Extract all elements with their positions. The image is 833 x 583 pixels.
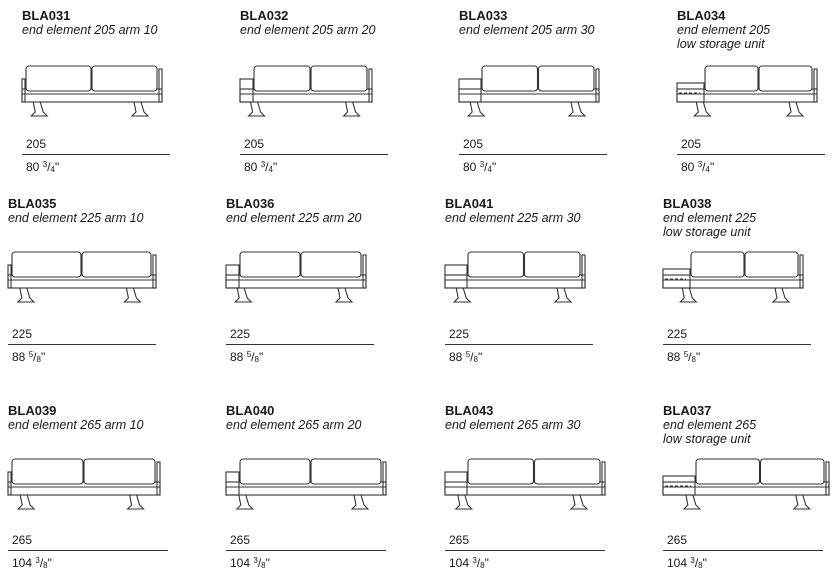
inches-whole: 104 xyxy=(12,556,33,570)
sofa-arm xyxy=(459,79,481,102)
sofa-leg xyxy=(454,288,470,302)
sofa-drawing xyxy=(22,8,192,138)
sofa-leg xyxy=(773,288,789,302)
width-inches: 80 $^3/_4$" xyxy=(463,160,497,174)
width-cm: 205 xyxy=(26,137,47,151)
sofa-right-side xyxy=(814,69,817,102)
description-line: end element 225 xyxy=(663,211,757,225)
dimension-line xyxy=(663,550,823,551)
back-cushion-left xyxy=(12,252,81,277)
back-cushion-right xyxy=(84,459,155,484)
back-cushion-right xyxy=(761,459,825,484)
sofa-leg xyxy=(352,495,368,509)
description-line: end element 225 arm 20 xyxy=(226,211,362,225)
description-line: end element 265 xyxy=(663,418,757,432)
product-cell-bla032 xyxy=(240,8,410,188)
back-cushion-left xyxy=(705,66,758,91)
sofa-arm xyxy=(8,472,11,495)
inches-numerator: 5 xyxy=(246,350,252,359)
inches-whole: 80 xyxy=(463,160,477,174)
description-line: low storage unit xyxy=(663,432,751,446)
inches-denominator: 8 xyxy=(480,561,485,570)
inches-numerator: 5 xyxy=(28,350,34,359)
width-cm: 225 xyxy=(667,327,688,341)
inches-numerator: 3 xyxy=(42,160,48,169)
sofa-drawing xyxy=(663,403,833,533)
sofa-right-side xyxy=(159,69,162,102)
width-cm: 205 xyxy=(463,137,484,151)
inches-whole: 88 xyxy=(230,350,244,364)
sofa-right-side xyxy=(602,462,605,495)
sofa-right-side xyxy=(826,462,829,495)
back-cushion-left xyxy=(468,252,524,277)
width-inches: 88 $^5/_8$" xyxy=(12,350,46,364)
sofa-leg xyxy=(128,495,144,509)
width-cm: 265 xyxy=(230,533,251,547)
width-inches: 104 $^3/_8$" xyxy=(449,556,489,570)
dimension-line xyxy=(445,550,605,551)
description-line: end element 265 arm 20 xyxy=(226,418,362,432)
product-code: BLA038 xyxy=(663,196,712,211)
sofa-right-side xyxy=(369,69,372,102)
sofa-leg xyxy=(132,102,148,116)
product-cell-bla038 xyxy=(663,196,833,376)
sofa-leg xyxy=(794,495,810,509)
inches-numerator: 3 xyxy=(697,160,703,169)
back-cushion-left xyxy=(691,252,744,277)
back-cushion-left xyxy=(468,459,534,484)
inches-whole: 80 xyxy=(26,160,40,174)
inches-denominator: 4 xyxy=(487,165,492,174)
back-cushion-left xyxy=(26,66,91,91)
sofa-drawing xyxy=(663,196,833,326)
width-inches: 88 $^5/_8$" xyxy=(667,350,701,364)
description-line: end element 265 arm 30 xyxy=(445,418,581,432)
inches-denominator: 4 xyxy=(705,165,710,174)
product-cell-bla043 xyxy=(445,403,615,583)
product-code: BLA035 xyxy=(8,196,57,211)
width-inches: 104 $^3/_8$" xyxy=(12,556,52,570)
back-cushion-left xyxy=(12,459,83,484)
sofa-leg xyxy=(456,495,472,509)
sofa-leg xyxy=(694,102,710,116)
product-code: BLA039 xyxy=(8,403,57,418)
back-cushion-left xyxy=(696,459,760,484)
inches-denominator: 8 xyxy=(261,561,266,570)
sofa-right-side xyxy=(383,462,386,495)
inches-numerator: 3 xyxy=(479,160,485,169)
sofa-leg xyxy=(336,288,352,302)
inches-numerator: 5 xyxy=(465,350,471,359)
description-line: low storage unit xyxy=(677,37,765,51)
description-line: low storage unit xyxy=(663,225,751,239)
product-code: BLA036 xyxy=(226,196,275,211)
product-cell-bla034 xyxy=(677,8,833,188)
dimension-line xyxy=(226,344,374,345)
dimension-line xyxy=(445,344,593,345)
back-cushion-right xyxy=(92,66,157,91)
sofa-arm xyxy=(240,79,253,102)
sofa-drawing xyxy=(8,196,178,326)
product-code: BLA040 xyxy=(226,403,275,418)
inches-whole: 88 xyxy=(449,350,463,364)
sofa-leg xyxy=(124,288,140,302)
product-cell-bla031 xyxy=(22,8,192,188)
product-cell-bla035 xyxy=(8,196,178,376)
back-cushion-right xyxy=(311,459,381,484)
dimension-line xyxy=(240,154,388,155)
sofa-arm xyxy=(226,472,239,495)
inches-whole: 80 xyxy=(244,160,258,174)
inches-whole: 104 xyxy=(230,556,251,570)
sofa-arm xyxy=(445,472,467,495)
sofa-leg xyxy=(235,288,251,302)
back-cushion-right xyxy=(525,252,581,277)
sofa-drawing xyxy=(8,403,178,533)
inches-numerator: 3 xyxy=(253,556,258,565)
sofa-right-side xyxy=(800,255,803,288)
back-cushion-left xyxy=(254,66,310,91)
dimension-line xyxy=(677,154,825,155)
sofa-arm xyxy=(445,265,467,288)
dimension-line xyxy=(22,154,170,155)
product-code: BLA037 xyxy=(663,403,712,418)
inches-numerator: 3 xyxy=(35,556,40,565)
sofa-drawing xyxy=(459,8,629,138)
sofa-arm xyxy=(226,265,239,288)
sofa-leg xyxy=(468,102,484,116)
description-line: end element 205 arm 20 xyxy=(240,23,376,37)
inches-whole: 88 xyxy=(12,350,26,364)
sofa-right-side xyxy=(582,255,585,288)
inches-denominator: 8 xyxy=(473,355,478,364)
width-cm: 265 xyxy=(449,533,470,547)
description-line: end element 225 arm 10 xyxy=(8,211,144,225)
product-code: BLA043 xyxy=(445,403,494,418)
product-cell-bla037 xyxy=(663,403,833,583)
sofa-leg xyxy=(569,102,585,116)
product-code: BLA031 xyxy=(22,8,71,23)
inches-denominator: 8 xyxy=(36,355,41,364)
dimension-line xyxy=(8,550,168,551)
width-cm: 205 xyxy=(681,137,702,151)
product-cell-bla041 xyxy=(445,196,615,376)
sofa-arm xyxy=(8,265,11,288)
sofa-drawing xyxy=(445,403,615,533)
width-cm: 265 xyxy=(12,533,33,547)
width-inches: 80 $^3/_4$" xyxy=(244,160,278,174)
back-cushion-right xyxy=(301,252,361,277)
back-cushion-left xyxy=(240,252,300,277)
dimension-line xyxy=(459,154,607,155)
width-cm: 205 xyxy=(244,137,265,151)
inches-denominator: 4 xyxy=(50,165,55,174)
sofa-leg xyxy=(344,102,360,116)
sofa-right-side xyxy=(596,69,599,102)
product-cell-bla039 xyxy=(8,403,178,583)
product-code: BLA032 xyxy=(240,8,289,23)
product-code: BLA033 xyxy=(459,8,508,23)
inches-whole: 88 xyxy=(667,350,681,364)
inches-whole: 80 xyxy=(681,160,695,174)
sofa-arm xyxy=(22,79,25,102)
product-code: BLA034 xyxy=(677,8,726,23)
inches-denominator: 8 xyxy=(254,355,259,364)
description-line: end element 205 arm 30 xyxy=(459,23,595,37)
back-cushion-right xyxy=(759,66,812,91)
sofa-leg xyxy=(249,102,265,116)
back-cushion-right xyxy=(311,66,367,91)
back-cushion-right xyxy=(539,66,595,91)
inches-denominator: 8 xyxy=(691,355,696,364)
width-inches: 80 $^3/_4$" xyxy=(681,160,715,174)
back-cushion-right xyxy=(535,459,601,484)
inches-whole: 104 xyxy=(667,556,688,570)
width-inches: 80 $^3/_4$" xyxy=(26,160,60,174)
description-line: end element 205 xyxy=(677,23,771,37)
inches-denominator: 4 xyxy=(268,165,273,174)
width-inches: 88 $^5/_8$" xyxy=(230,350,264,364)
inches-whole: 104 xyxy=(449,556,470,570)
product-code: BLA041 xyxy=(445,196,494,211)
width-cm: 225 xyxy=(12,327,33,341)
dimension-line xyxy=(8,344,156,345)
product-cell-bla033 xyxy=(459,8,629,188)
width-inches: 104 $^3/_8$" xyxy=(667,556,707,570)
inches-denominator: 8 xyxy=(43,561,48,570)
sofa-drawing xyxy=(226,196,396,326)
sofa-right-side xyxy=(153,255,156,288)
width-cm: 265 xyxy=(667,533,688,547)
inches-denominator: 8 xyxy=(698,561,703,570)
inches-numerator: 3 xyxy=(260,160,266,169)
sofa-right-side xyxy=(363,255,366,288)
product-cell-bla036 xyxy=(226,196,396,376)
width-cm: 225 xyxy=(230,327,251,341)
sofa-right-side xyxy=(157,462,160,495)
back-cushion-right xyxy=(82,252,151,277)
back-cushion-left xyxy=(482,66,538,91)
product-cell-bla040 xyxy=(226,403,396,583)
sofa-drawing xyxy=(677,8,833,138)
dimension-line xyxy=(226,550,386,551)
sofa-leg xyxy=(18,288,34,302)
sofa-leg xyxy=(18,495,34,509)
sofa-leg xyxy=(684,495,700,509)
back-cushion-right xyxy=(745,252,798,277)
width-cm: 225 xyxy=(449,327,470,341)
description-line: end element 265 arm 10 xyxy=(8,418,144,432)
sofa-leg xyxy=(680,288,696,302)
description-line: end element 205 arm 10 xyxy=(22,23,158,37)
sofa-leg xyxy=(555,288,571,302)
description-line: end element 225 arm 30 xyxy=(445,211,581,225)
width-inches: 88 $^5/_8$" xyxy=(449,350,483,364)
sofa-drawing xyxy=(226,403,396,533)
sofa-drawing xyxy=(445,196,615,326)
sofa-leg xyxy=(571,495,587,509)
dimension-line xyxy=(663,344,811,345)
sofa-leg xyxy=(237,495,253,509)
inches-numerator: 3 xyxy=(690,556,695,565)
sofa-leg xyxy=(787,102,803,116)
inches-numerator: 5 xyxy=(683,350,689,359)
width-inches: 104 $^3/_8$" xyxy=(230,556,270,570)
back-cushion-left xyxy=(240,459,310,484)
inches-numerator: 3 xyxy=(472,556,477,565)
sofa-drawing xyxy=(240,8,410,138)
sofa-leg xyxy=(31,102,47,116)
